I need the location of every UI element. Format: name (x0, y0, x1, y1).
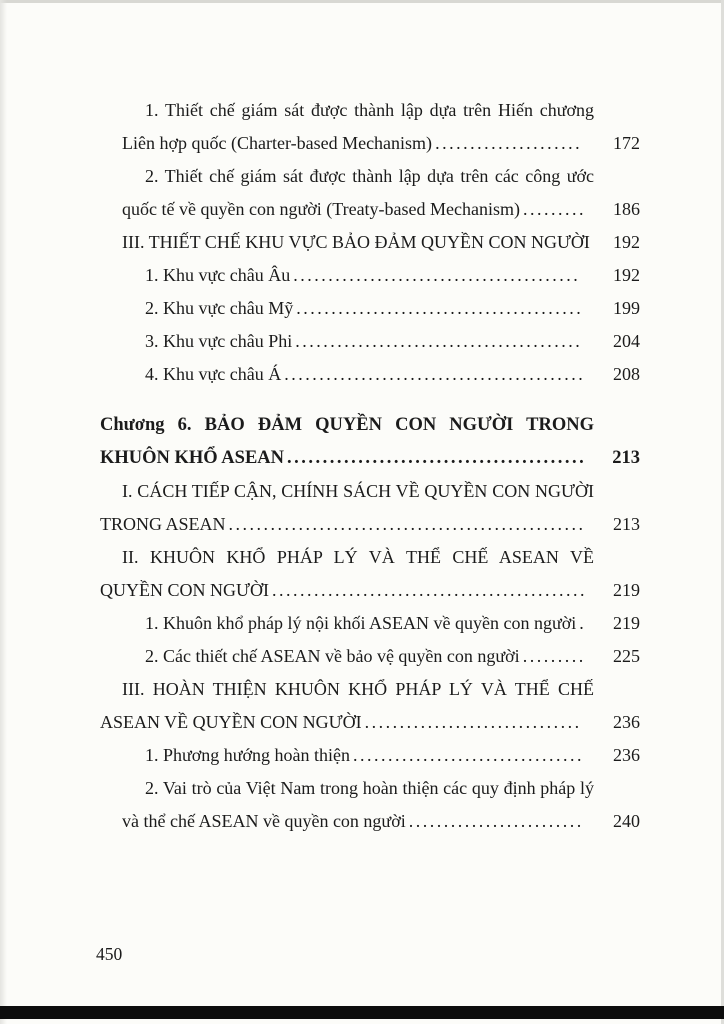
scan-edge-bottom-bar (0, 1006, 724, 1019)
dot-leader: ......................................... (296, 298, 584, 318)
toc-list (100, 94, 640, 838)
toc-entry (100, 409, 640, 475)
toc-entry (122, 640, 640, 673)
toc-entry-page: 219 (613, 580, 640, 600)
dot-leader: ........................................... (284, 364, 586, 384)
toc-entry (100, 226, 640, 259)
dot-leader: ............................... (364, 712, 582, 732)
toc-entry-text: 2. Vai trò của Việt Nam trong hoàn thiện các quy định pháp lý và thể chế ASEAN về quyền con người (122, 778, 594, 831)
page-number: 450 (96, 944, 123, 964)
toc-entry (122, 772, 640, 838)
toc-entry-page: 240 (613, 811, 640, 831)
page-number-footer (96, 942, 122, 966)
toc-entry-text: 2. Các thiết chế ASEAN về bảo vệ quyền con người (145, 646, 520, 666)
toc-entry-page: 199 (613, 298, 640, 318)
dot-leader: ......... (522, 646, 586, 666)
scan-edge-left (0, 0, 7, 1024)
toc-entry-text: I. CÁCH TIẾP CẬN, CHÍNH SÁCH VỀ QUYỀN CON NGƯỜI TRONG ASEAN (100, 481, 594, 534)
toc-entry (100, 673, 640, 739)
dot-leader: .......................................... (287, 448, 587, 468)
toc-entry (122, 607, 640, 640)
toc-entry (122, 160, 640, 226)
toc-entry-text: 1. Khu vực châu Âu (145, 265, 291, 285)
toc-entry-page: 236 (613, 745, 640, 765)
toc-entry (122, 739, 640, 772)
dot-leader: ................................. (353, 745, 585, 765)
toc-entry-text: 4. Khu vực châu Á (145, 364, 282, 384)
toc-entry-text: 2. Thiết chế giám sát được thành lập dựa trên các công ước quốc tế về quyền con người (Treaty-based Mechanism) (122, 166, 594, 219)
toc-entry-page: 213 (613, 514, 640, 534)
toc-entry-page: 192 (613, 232, 640, 252)
toc-entry-text: 1. Khuôn khổ pháp lý nội khối ASEAN về quyền con người (145, 613, 577, 633)
toc-entry-page: 236 (613, 712, 640, 732)
toc-entry-page: 186 (613, 199, 640, 219)
toc-entry-text: 2. Khu vực châu Mỹ (145, 298, 294, 318)
toc-entry-page: 213 (612, 448, 640, 468)
dot-leader: ......................... (408, 811, 584, 831)
toc-entry-text: 3. Khu vực châu Phi (145, 331, 293, 351)
dot-leader: ............................................. (271, 580, 587, 600)
toc-entry-page: 172 (613, 133, 640, 153)
toc-entry-page: 225 (613, 646, 640, 666)
toc-entry-page: 208 (613, 364, 640, 384)
toc-entry-text: II. KHUÔN KHỔ PHÁP LÝ VÀ THỂ CHẾ ASEAN VỀ QUYỀN CON NGƯỜI (100, 547, 594, 600)
toc-entry (122, 259, 640, 292)
scan-edge-top (0, 0, 724, 3)
toc-entry (122, 358, 640, 391)
toc-entry-text: III. HOÀN THIỆN KHUÔN KHỔ PHÁP LÝ VÀ THỂ CHẾ ASEAN VỀ QUYỀN CON NGƯỜI (100, 679, 594, 732)
dot-leader: ......................................... (293, 265, 581, 285)
dot-leader: ......... (523, 199, 587, 219)
toc-entry-text: Chương 6. BẢO ĐẢM QUYỀN CON NGƯỜI TRONG KHUÔN KHỔ ASEAN (100, 415, 594, 468)
toc-entry (122, 94, 640, 160)
toc-entry (122, 325, 640, 358)
toc-entry-page: 192 (613, 265, 640, 285)
toc-entry-text: 1. Thiết chế giám sát được thành lập dựa trên Hiến chương Liên hợp quốc (Charter-based Mechanism) (122, 100, 594, 153)
dot-leader: ................................................... (228, 514, 586, 534)
toc-entry-text: 1. Phương hướng hoàn thiện (145, 745, 351, 765)
toc-entry (100, 541, 640, 607)
toc-entry-page: 219 (613, 613, 640, 633)
dot-leader: . (579, 613, 587, 633)
dot-leader: ......................................... (295, 331, 583, 351)
toc-entry (100, 475, 640, 541)
toc-entry (122, 292, 640, 325)
toc-entry-text: III. THIẾT CHẾ KHU VỰC BẢO ĐẢM QUYỀN CON NGƯỜI (122, 232, 590, 252)
toc-entry-page: 204 (613, 331, 640, 351)
dot-leader: ..................... (435, 133, 583, 153)
